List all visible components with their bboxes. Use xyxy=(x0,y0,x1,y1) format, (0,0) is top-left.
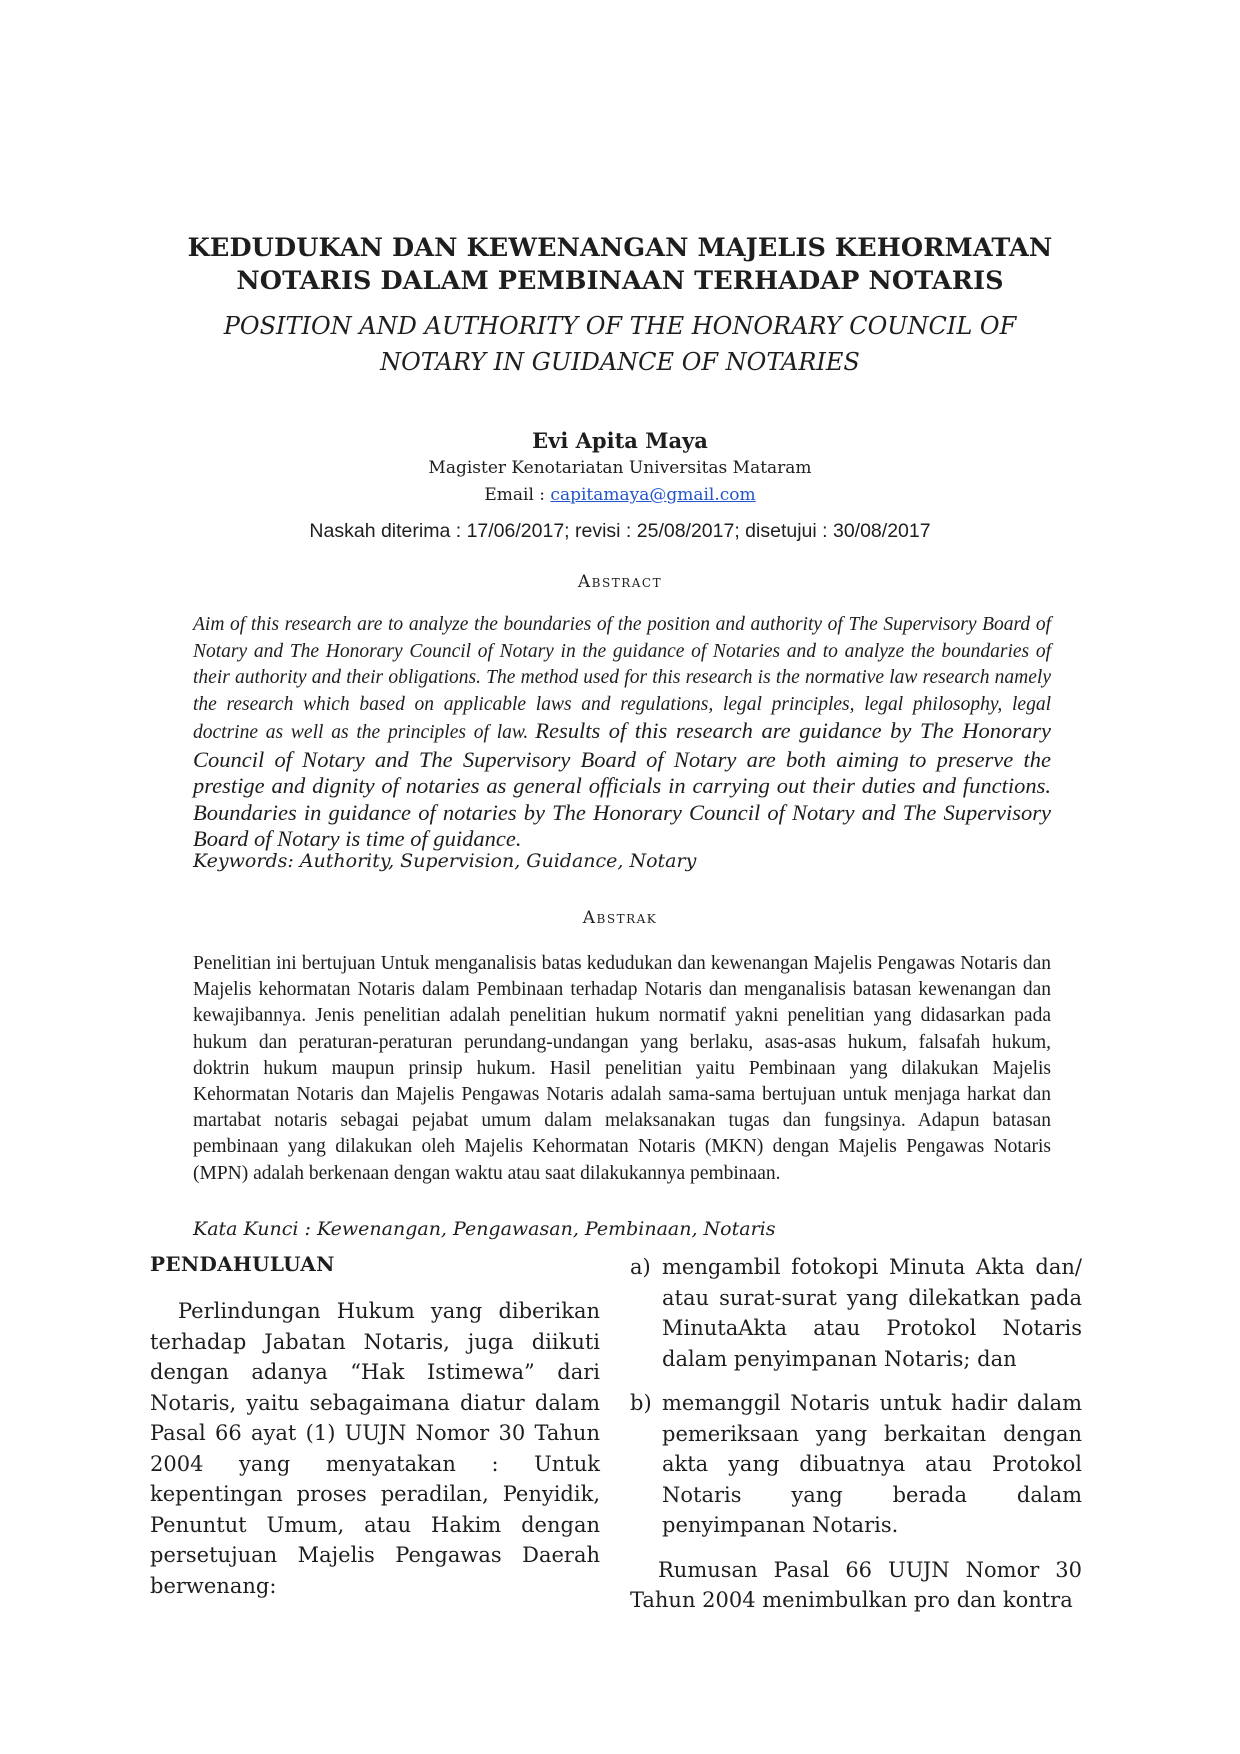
title-indonesian xyxy=(150,232,1090,298)
title-en-line1: POSITION AND AUTHORITY OF THE HONORARY COUNCIL OF xyxy=(223,312,1017,340)
email-link[interactable]: capitamaya@gmail.com xyxy=(550,485,756,505)
list-marker: b) xyxy=(630,1391,652,1415)
author-email-line xyxy=(150,485,1090,505)
list-item-text: mengambil fotokopi Minuta Akta dan/ atau surat-surat yang dilekatkan pada MinutaAkta atau Protokol Notaris dalam penyimpanan Notaris; dan xyxy=(662,1255,1082,1371)
abstract-en-part2: Results of this research are guidance by The Honorary Council of Notary and The Supervisory Board of Notary are both aiming to preserve the prestige and dignity of notaries as general officials in carrying out their duties and functions. Boundaries in guidance of notaries by The Honorary Council of Notary and The Supervisory Board of Notary is time of guidance. xyxy=(193,718,1051,851)
title-id-line1: KEDUDUKAN DAN KEWENANGAN MAJELIS KEHORMATAN xyxy=(187,233,1053,263)
author-name: Evi Apita Maya xyxy=(532,428,708,453)
abstract-indonesian: Penelitian ini bertujuan Untuk menganalisis batas kedudukan dan kewenangan Majelis Pengawas Notaris dan Majelis kehormatan Notaris dalam Pembinaan terhadap Notaris dan menganalisis batasan kewenangan dan kewajibannya. Jenis penelitian adalah penelitian hukum normatif yakni penelitian yang didasarkan pada hukum dan peraturan-peraturan perundang-undangan yang berlaku, asas-asas hukum, falsafah hukum, doktrin hukum maupun prinsip hukum. Hasil penelitian yaitu Pembinaan yang dilakukan Majelis Kehormatan Notaris dan Majelis Pengawas Notaris adalah sama-sama bertujuan untuk menjaga harkat dan martabat notaris sebagai pejabat umum dalam melaksanakan tugas dan fungsinya. Adapun batasan pembinaan yang dilakukan oleh Majelis Kehormatan Notaris (MKN) dengan Majelis Pengawas Notaris (MPN) adalah berkenaan dengan waktu atau saat dilakukannya pembinaan. xyxy=(193,953,1051,1184)
right-column xyxy=(630,1252,1082,1616)
author-affiliation: Magister Kenotariatan Universitas Mataram xyxy=(428,458,812,478)
list-marker: a) xyxy=(630,1255,651,1279)
keywords-indonesian: Kata Kunci : Kewenangan, Pengawasan, Pembinaan, Notaris xyxy=(193,1218,776,1240)
intro-paragraph-1: Perlindungan Hukum yang diberikan terhadap Jabatan Notaris, juga diikuti dengan adanya “Hak Istimewa” dari Notaris, yaitu sebagaimana diatur dalam Pasal 66 ayat (1) UUJN Nomor 30 Tahun 2004 yang menyatakan : Untuk kepentingan proses peradilan, Penyidik, Penuntut Umum, atau Hakim dengan persetujuan Majelis Pengawas Daerah berwenang: xyxy=(150,1299,600,1598)
title-block xyxy=(150,232,1090,380)
title-en-line2: NOTARY IN GUIDANCE OF NOTARIES xyxy=(380,348,860,376)
intro-paragraph-2: Rumusan Pasal 66 UUJN Nomor 30 Tahun 2004 menimbulkan pro dan kontra xyxy=(630,1557,1082,1612)
email-label: Email : xyxy=(484,485,551,505)
abstract-heading-id: Abstrak xyxy=(582,908,658,928)
abstract-en-part1: Aim of this research are to analyze the boundaries of the position and authority of The Supervisory Board of Notary and The Honorary Council of Notary in the guidance of Notaries and to analyze the boundaries of their authority and their obligations. The method used for this research is the normative law research namely the research which based on applicable laws and regulations, legal principles, legal philosophy, legal doctrine as well as the principles of law. xyxy=(193,614,1051,743)
list-item xyxy=(630,1388,1082,1541)
list-item xyxy=(630,1252,1082,1374)
abstract-english xyxy=(193,612,1051,853)
title-english xyxy=(150,308,1090,380)
keywords-english: Keywords: Authority, Supervision, Guidance, Notary xyxy=(193,850,697,872)
left-column xyxy=(150,1252,600,1601)
title-id-line2: NOTARIS DALAM PEMBINAAN TERHADAP NOTARIS xyxy=(236,266,1004,296)
section-heading: PENDAHULUAN xyxy=(150,1252,335,1276)
list-item-text: memanggil Notaris untuk hadir dalam pemeriksaan yang berkaitan dengan akta yang dibuatnya atau Protokol Notaris yang berada dalam penyimpanan Notaris. xyxy=(662,1391,1082,1537)
manuscript-dates: Naskah diterima : 17/06/2017; revisi : 25/08/2017; disetujui : 30/08/2017 xyxy=(309,520,931,542)
abstract-heading-en: Abstract xyxy=(577,572,663,592)
